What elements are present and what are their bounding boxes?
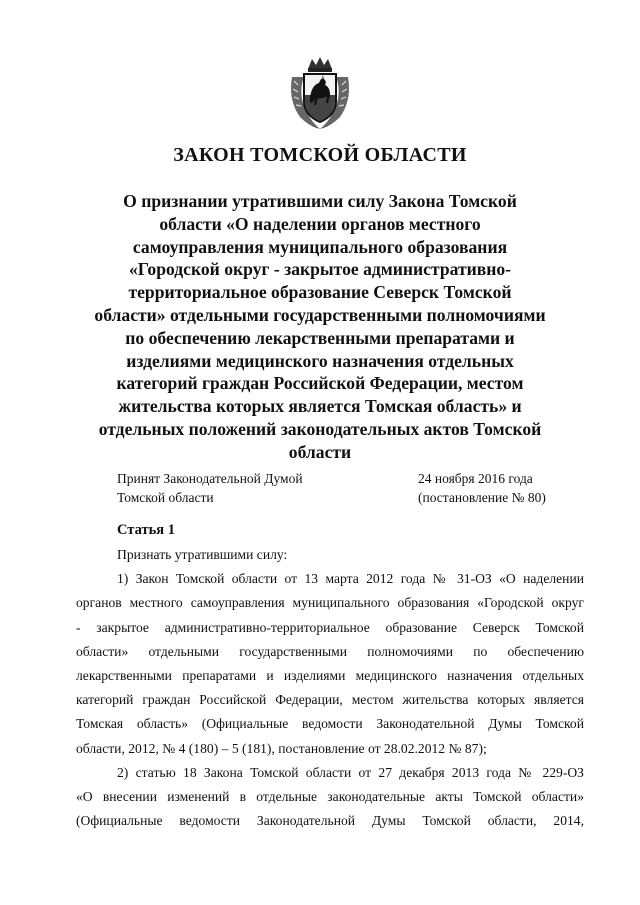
body-line: Томская область» (Официальные ведомости Законодательной Думы Томской xyxy=(76,716,584,732)
body-line: 2) статью 18 Закона Томской области от 27 декабря 2013 года № 229-ОЗ xyxy=(117,764,584,780)
subtitle-line: изделиями медицинского назначения отдельных xyxy=(126,350,514,371)
subtitle-line: категорий граждан Российской Федерации, местом xyxy=(116,373,524,394)
adopted-by-line: Томской области xyxy=(117,490,214,505)
tomsk-oblast-coat-of-arms-icon xyxy=(286,55,354,131)
law-subtitle xyxy=(60,190,580,464)
resolution-number: (постановление № 80) xyxy=(418,490,546,505)
subtitle-line: самоуправления муниципального образования xyxy=(132,236,508,257)
body-line: 1) Закон Томской области от 13 марта 2012 года № 31-ОЗ «О наделении xyxy=(117,571,584,587)
body-line: лекарственными препаратами и изделиями медицинского назначения отдельных xyxy=(76,667,584,683)
subtitle-line: области xyxy=(288,441,352,462)
subtitle-line: О признании утратившими силу Закона Томской xyxy=(123,191,517,211)
body-line: области» отдельными государственными полномочиями по обеспечению xyxy=(76,643,584,659)
body-line: категорий граждан Российской Федерации, местом жительства которых является xyxy=(76,692,584,708)
body-line: - закрытое административно-территориальное образование Северск Томской xyxy=(76,619,584,635)
body-line: Признать утратившими силу: xyxy=(117,547,288,562)
subtitle-line: жительства которых является Томская область» и xyxy=(118,396,522,417)
adopted-by xyxy=(117,469,303,507)
adopted-date-line: 24 ноября 2016 года xyxy=(418,471,533,486)
article-body xyxy=(76,543,584,833)
body-line: органов местного самоуправления муниципального образования «Городской округ xyxy=(76,595,584,611)
subtitle-line: «Городской округ - закрытое административно- xyxy=(128,259,512,280)
adopted-date xyxy=(418,469,546,507)
subtitle-line: территориальное образование Северск Томской xyxy=(128,282,512,303)
article-heading: Статья 1 xyxy=(117,522,175,538)
subtitle-line: по обеспечению лекарственными препаратами и xyxy=(125,327,515,348)
body-line: (Официальные ведомости Законодательной Думы Томской области, 2014, xyxy=(76,813,584,829)
subtitle-line: области» отдельными государственными полномочиями xyxy=(94,304,546,325)
body-line: области, 2012, № 4 (180) – 5 (181), постановление от 28.02.2012 № 87); xyxy=(76,740,487,756)
subtitle-line: отдельных положений законодательных актов Томской xyxy=(98,418,542,439)
subtitle-line: области «О наделении органов местного xyxy=(159,213,481,234)
body-line: «О внесении изменений в отдельные законодательные акты Томской области» xyxy=(76,788,584,804)
law-title: ЗАКОН ТОМСКОЙ ОБЛАСТИ xyxy=(173,144,467,166)
adopted-by-line: Принят Законодательной Думой xyxy=(117,471,303,486)
